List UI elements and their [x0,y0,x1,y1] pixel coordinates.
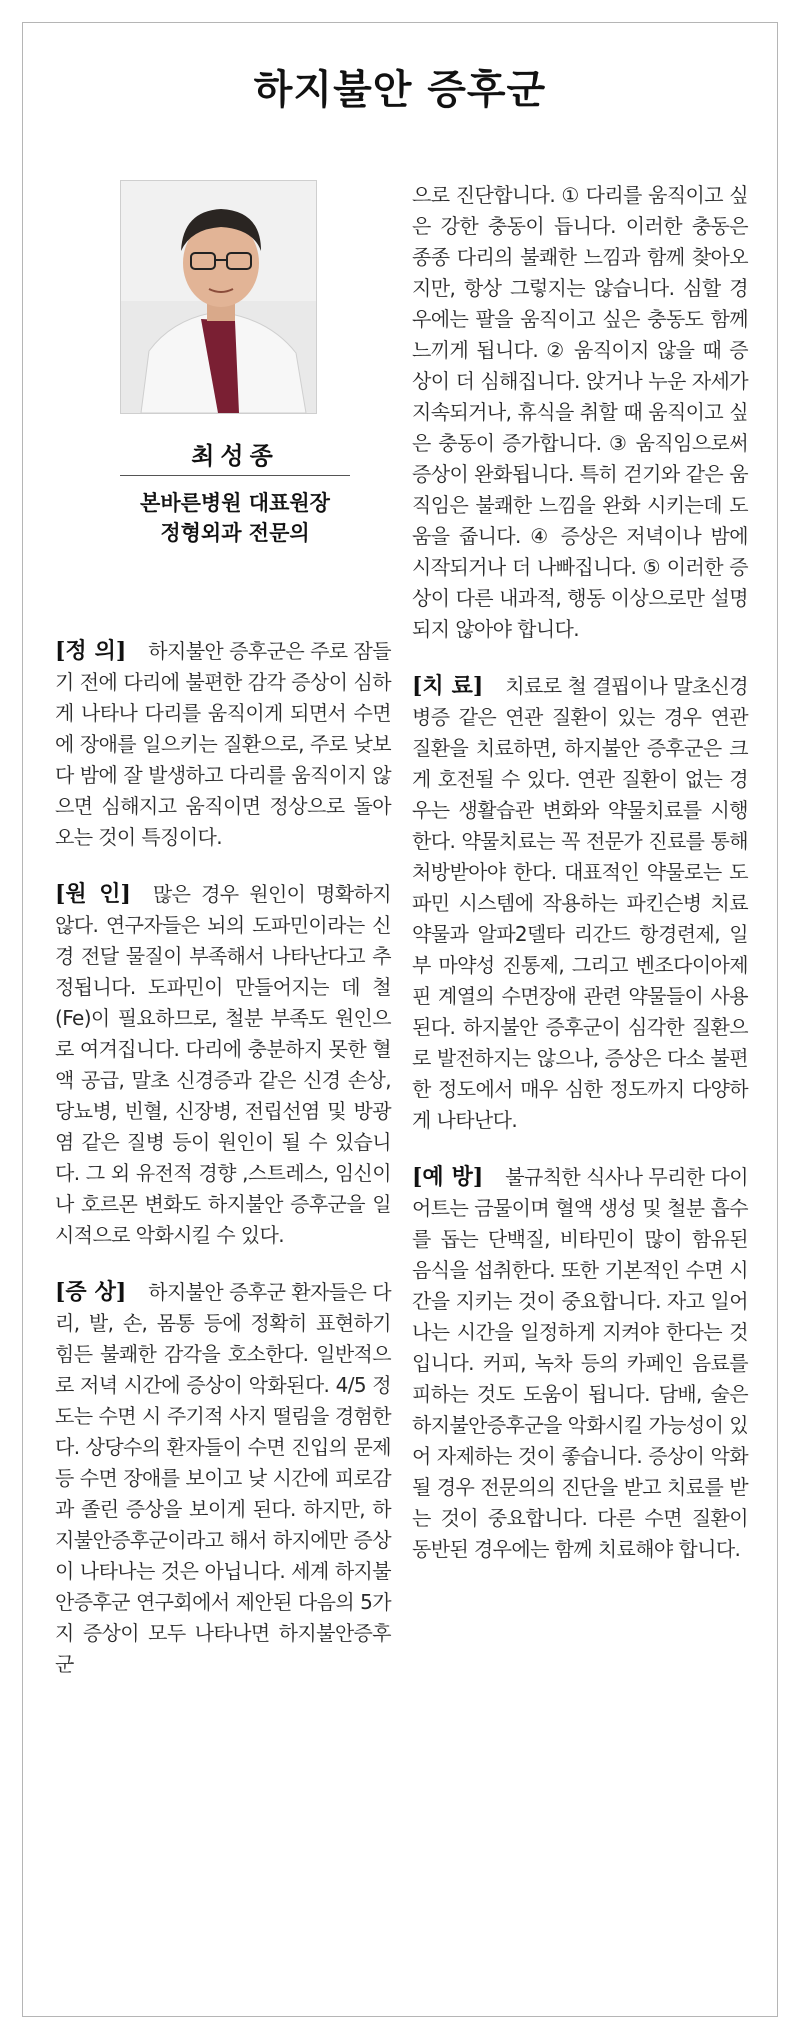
left-column [55,636,391,1706]
section-definition [55,636,391,853]
section-body: 불규칙한 식사나 무리한 다이어트는 금물이며 혈액 생성 및 철분 흡수를 돕는 단백질, 비타민이 많이 함유된 음식을 섭취한다. 또한 기본적인 수면 시간을 지키는 것이 중요합니다. 자고 일어나는 시간을 일정하게 지켜야 한다는 것입니다. 커피, 녹차 등의 카페인 음료를 피하는 것도 도움이 됩니다. 담배, 술은 하지불안증후군을 악화시킬 가능성이 있어 자제하는 것이 좋습니다. 증상이 악화 될 경우 전문의의 진단을 받고 치료를 받는 것이 중요합니다. 다른 수면 질환이 동반된 경우에는 함께 치료해야 합니다. [412,1165,748,1561]
section-body: 하지불안 증후군 환자들은 다리, 발, 손, 몸통 등에 정확히 표현하기 힘든 불쾌한 감각을 호소한다. 일반적으로 저녁 시간에 증상이 악화된다. 4/5 정도는 수면 시 주기적 사지 떨림을 경험한다. 상당수의 환자들이 수면 진입의 문제 등 수면 장애를 보이고 낮 시간에 피로감과 졸린 증상을 보이게 된다. 하지만, 하지불안증후군이라고 해서 하지에만 증상이 나타나는 것은 아닙니다. 세계 하지불안증후군 연구회에서 제안된 다음의 5가지 증상이 모두 나타나면 하지불안증후군 [55,1280,391,1676]
section-heading: [예 방] [412,1164,484,1190]
section-symptom [55,1277,391,1680]
section-symptom-continued [412,180,748,645]
author-specialty: 정형외과 전문의 [160,521,310,545]
author-photo [120,180,317,414]
section-body: 치료로 철 결핍이나 말초신경병증 같은 연관 질환이 있는 경우 연관 질환을 치료하면, 하지불안 증후군은 크게 호전될 수 있다. 연관 질환이 없는 경우는 생활습관 변화와 약물치료를 시행한다. 약물치료는 꼭 전문가 진료를 통해 처방받아야 한다. 대표적인 약물로는 도파민 시스템에 작용하는 파킨슨병 치료 약물과 알파2델타 리간드 항경련제, 일부 마약성 진통제, 그리고 벤조다이아제핀 계열의 수면장애 관련 약물들이 사용된다. 하지불안 증후군이 심각한 질환으로 발전하지는 않으나, 증상은 다소 불편한 정도에서 매우 심한 정도까지 다양하게 나타난다. [412,674,748,1132]
section-cause [55,879,391,1251]
section-heading: [원 인] [55,881,131,907]
author-portrait-illustration [121,181,316,413]
section-prevention [412,1162,748,1565]
section-heading: [치 료] [412,673,484,699]
section-body: 하지불안 증후군은 주로 잠들기 전에 다리에 불편한 감각 증상이 심하게 나타나 다리를 움직이게 되면서 수면에 장애를 일으키는 질환으로, 주로 낮보다 밤에 잘 발생하고 다리를 움직이지 않으면 심해지고 움직이면 정상으로 돌아오는 것이 특징이다. [55,639,391,849]
article-title: 하지불안 증후군 [253,66,547,113]
section-heading: [증 상] [55,1279,127,1305]
section-body: 으로 진단합니다. ① 다리를 움직이고 싶은 강한 충동이 듭니다. 이러한 충동은 종종 다리의 불쾌한 느낌과 함께 찾아오지만, 항상 그렇지는 않습니다. 심할 경우에는 팔을 움직이고 싶은 충동도 함께 느끼게 됩니다. ② 움직이지 않을 때 증상이 더 심해집니다. 앉거나 누운 자세가 지속되거나, 휴식을 취할 때 움직이고 싶은 충동이 증가합니다. ③ 움직임으로써 증상이 완화됩니다. 특히 걷기와 같은 움직임은 불쾌한 느낌을 완화 시키는데 도움을 줍니다. ④ 증상은 저녁이나 밤에 시작되거나 더 나빠집니다. ⑤ 이러한 증상이 다른 내과적, 행동 이상으로만 설명되지 않아야 합니다. [412,183,748,641]
section-heading: [정 의] [55,638,127,664]
name-divider [120,475,350,476]
section-body: 많은 경우 원인이 명확하지 않다. 연구자들은 뇌의 도파민이라는 신경 전달 물질이 부족해서 나타난다고 추정됩니다. 도파민이 만들어지는 데 철(Fe)이 필요하므로, 철분 부족도 원인으로 여겨집니다. 다리에 충분하지 못한 혈액 공급, 말초 신경증과 같은 신경 손상, 당뇨병, 빈혈, 신장병, 전립선염 및 방광염 같은 질병 등이 원인이 될 수 있습니다. 그 외 유전적 경향 ,스트레스, 임신이나 호르몬 변화도 하지불안 증후군을 일시적으로 악화시킬 수 있다. [55,882,391,1247]
right-column [412,180,748,1591]
section-treatment [412,671,748,1136]
author-affiliation: 본바른병원 대표원장 [140,491,330,515]
author-name: 최성종 [191,442,279,470]
